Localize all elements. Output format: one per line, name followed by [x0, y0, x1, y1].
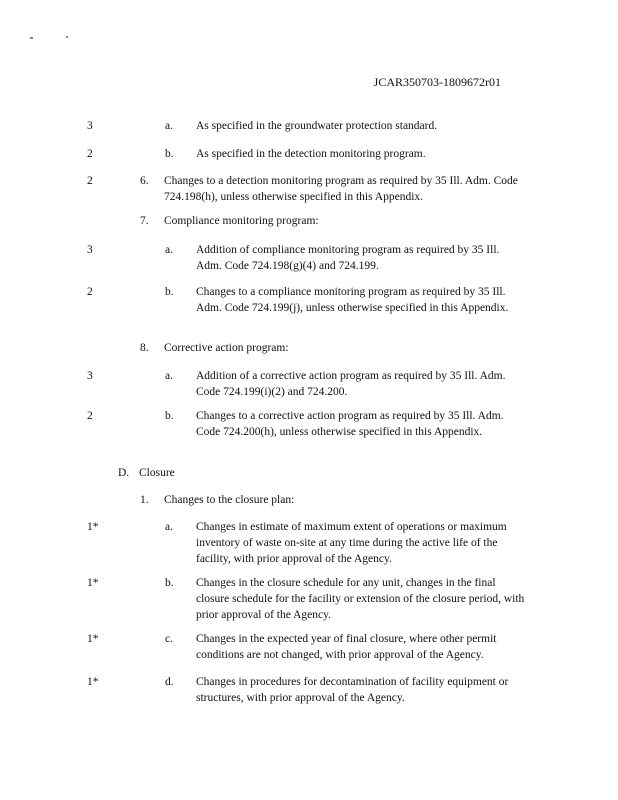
item-number: 7.: [140, 215, 149, 227]
item-letter: b.: [165, 148, 174, 160]
item-text: Changes in procedures for decontamination of facility equipment or structures, with prior approval of the Agency.: [196, 676, 509, 704]
item-letter: b.: [165, 410, 174, 422]
scan-speck: [30, 37, 33, 39]
scan-speck: [66, 36, 68, 38]
section-heading: Closure: [139, 467, 175, 479]
item-number: 1.: [140, 494, 149, 506]
classification-number: 1*: [87, 577, 99, 589]
classification-number: 1*: [87, 521, 99, 533]
classification-number: 1*: [87, 633, 99, 645]
item-letter: a.: [165, 244, 173, 256]
classification-number: 3: [87, 244, 93, 256]
item-number: 6.: [140, 175, 149, 187]
classification-number: 2: [87, 410, 93, 422]
item-text: Changes to a detection monitoring program as required by 35 Ill. Adm. Code 724.198(h), unless otherwise specified in this Appendix.: [164, 175, 518, 203]
item-letter: a.: [165, 370, 173, 382]
section-heading: Changes to the closure plan:: [164, 494, 295, 506]
classification-number: 1*: [87, 676, 99, 688]
item-text: Addition of a corrective action program as required by 35 Ill. Adm. Code 724.199(i)(2) and 724.200.: [196, 370, 506, 398]
item-letter: a.: [165, 120, 173, 132]
document-id: JCAR350703-1809672r01: [373, 75, 501, 89]
item-text: As specified in the detection monitoring program.: [196, 148, 426, 160]
classification-number: 3: [87, 120, 93, 132]
section-letter: D.: [118, 467, 130, 479]
item-letter: d.: [165, 676, 174, 688]
item-text: As specified in the groundwater protection standard.: [196, 120, 438, 132]
section-heading: Compliance monitoring program:: [164, 215, 319, 227]
classification-number: 2: [87, 286, 93, 298]
item-letter: a.: [165, 521, 173, 533]
item-text: Changes in the closure schedule for any unit, changes in the final closure schedule for the facility or extension of the closure period, with prior approval of the Agency.: [196, 577, 525, 621]
item-text: Changes in estimate of maximum extent of operations or maximum inventory of waste on-site at any time during the active life of the facility, with prior approval of the Agency.: [196, 521, 507, 565]
section-heading: Corrective action program:: [164, 342, 289, 354]
classification-number: 3: [87, 370, 93, 382]
item-letter: b.: [165, 286, 174, 298]
item-text: Changes to a compliance monitoring program as required by 35 Ill. Adm. Code 724.199(j), unless otherwise specified in this Appendix.: [196, 286, 509, 314]
item-letter: b.: [165, 577, 174, 589]
item-text: Changes in the expected year of final closure, where other permit conditions are not changed, with prior approval of the Agency.: [196, 633, 497, 661]
item-letter: c.: [165, 633, 173, 645]
item-text: Changes to a corrective action program as required by 35 Ill. Adm. Code 724.200(h), unless otherwise specified in this Appendix.: [196, 410, 504, 438]
classification-number: 2: [87, 148, 93, 160]
item-text: Addition of compliance monitoring program as required by 35 Ill. Adm. Code 724.198(g)(4) and 724.199.: [196, 244, 500, 272]
item-number: 8.: [140, 342, 149, 354]
classification-number: 2: [87, 175, 93, 187]
